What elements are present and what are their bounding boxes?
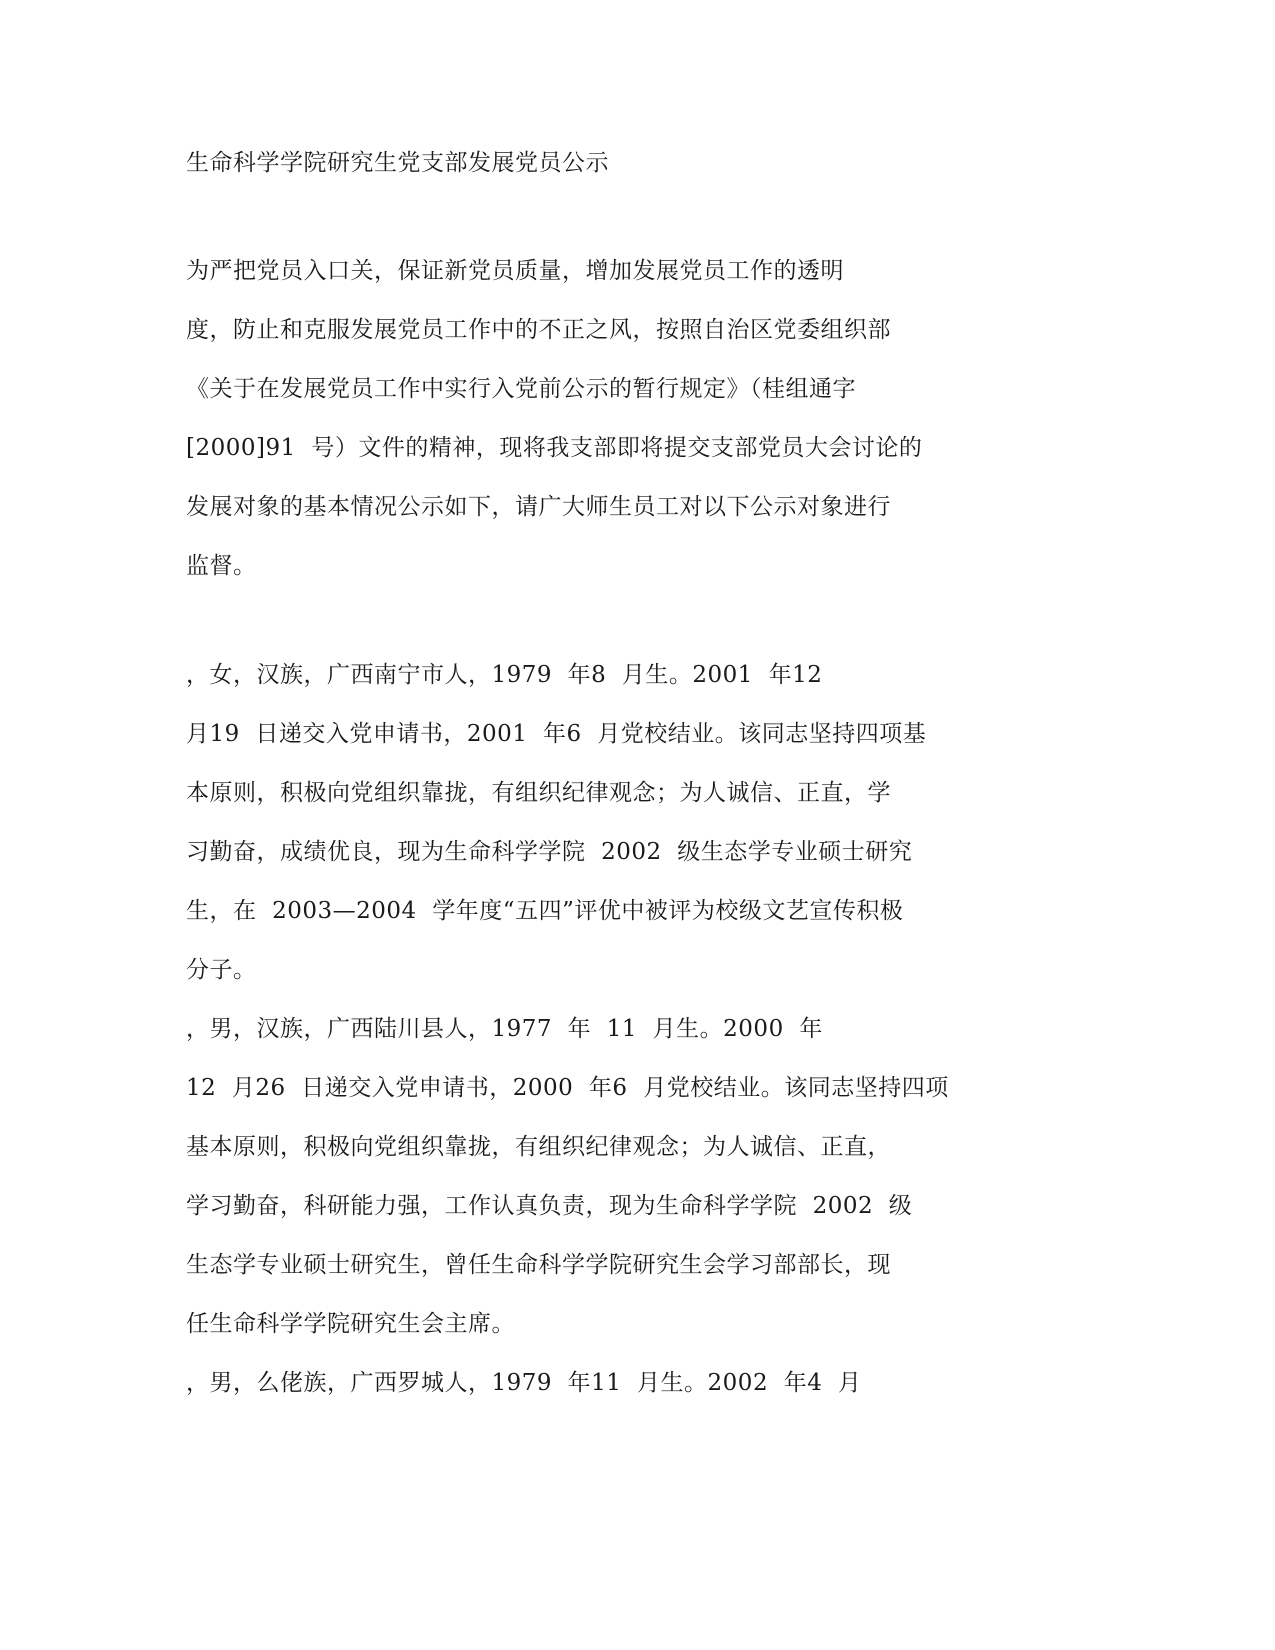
person2-line: 基本原则，积极向党组织靠拢，有组织纪律观念；为人诚信、正直， xyxy=(186,1134,891,1160)
person1-line: 分子。 xyxy=(186,957,257,983)
person1-line: 月19 日递交入党申请书，2001 年6 月党校结业。该同志坚持四项基 xyxy=(186,721,927,747)
person1-line: 生，在 2003—2004 学年度“五四”评优中被评为校级文艺宣传积极 xyxy=(186,898,904,924)
person1-line: 习勤奋，成绩优良，现为生命科学学院 2002 级生态学专业硕士研究 xyxy=(186,839,913,865)
intro-line: 发展对象的基本情况公示如下，请广大师生员工对以下公示对象进行 xyxy=(186,494,891,520)
person2-line: ，男，汉族，广西陆川县人，1977 年 11 月生。2000 年 xyxy=(186,1016,823,1042)
person2-line: 12 月26 日递交入党申请书，2000 年6 月党校结业。该同志坚持四项 xyxy=(186,1075,949,1101)
intro-line: 《关于在发展党员工作中实行入党前公示的暂行规定》（桂组通字 xyxy=(186,376,856,402)
person3-line: ，男，么佬族，广西罗城人，1979 年11 月生。2002 年4 月 xyxy=(186,1370,862,1396)
person2-line: 学习勤奋，科研能力强，工作认真负责，现为生命科学学院 2002 级 xyxy=(186,1193,913,1219)
person1-line: ，女，汉族，广西南宁市人，1979 年8 月生。2001 年12 xyxy=(186,662,823,688)
document-title: 生命科学学院研究生党支部发展党员公示 xyxy=(186,150,609,176)
person2-line: 生态学专业硕士研究生，曾任生命科学学院研究生会学习部部长，现 xyxy=(186,1252,891,1278)
intro-line: [2000]91 号）文件的精神，现将我支部即将提交支部党员大会讨论的 xyxy=(186,435,923,461)
intro-line: 为严把党员入口关，保证新党员质量，增加发展党员工作的透明 xyxy=(186,258,844,284)
intro-line: 监督。 xyxy=(186,553,257,579)
person2-line: 任生命科学学院研究生会主席。 xyxy=(186,1311,515,1337)
intro-line: 度，防止和克服发展党员工作中的不正之风，按照自治区党委组织部 xyxy=(186,317,891,343)
person1-line: 本原则，积极向党组织靠拢，有组织纪律观念；为人诚信、正直，学 xyxy=(186,780,891,806)
